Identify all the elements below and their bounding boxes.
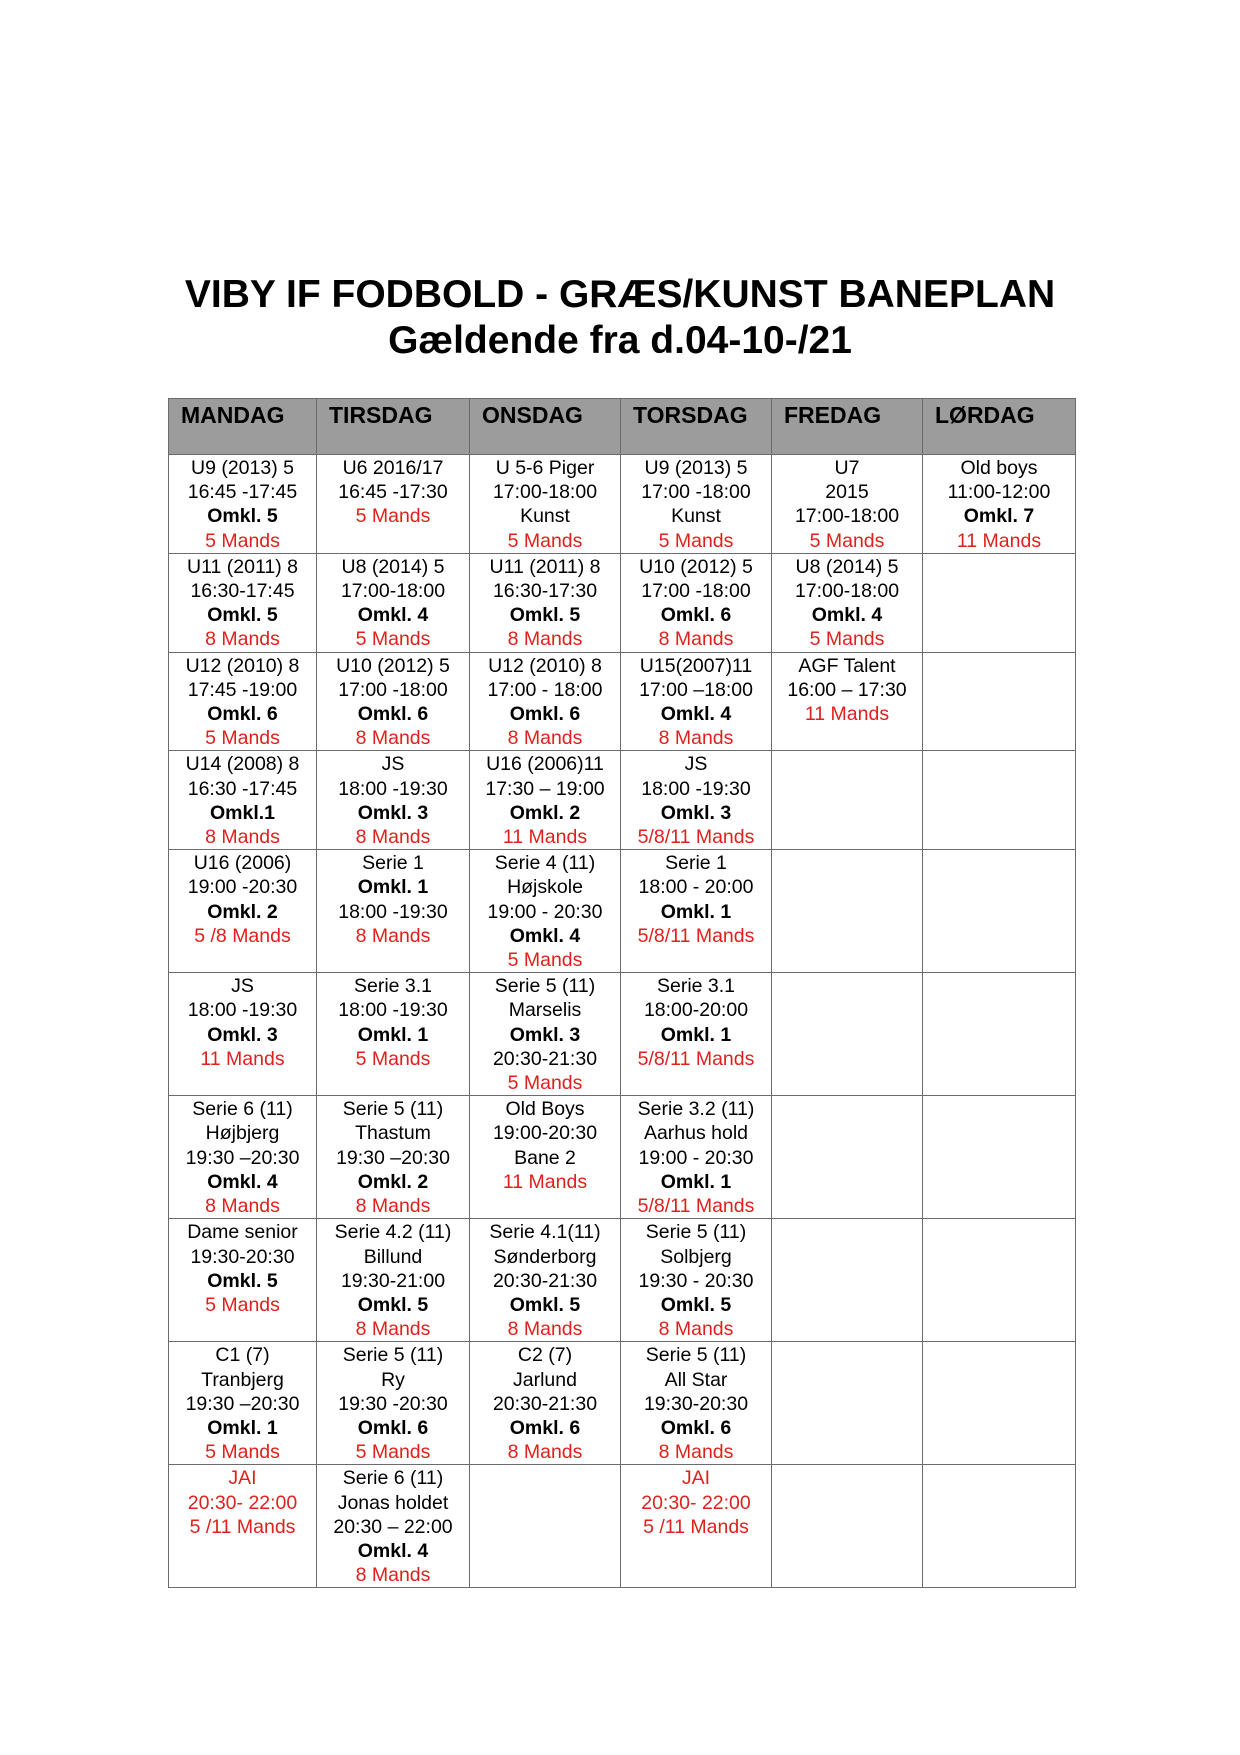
schedule-cell bbox=[470, 1096, 621, 1219]
schedule-cell bbox=[923, 455, 1076, 554]
schedule-cell bbox=[317, 1342, 470, 1465]
cell-line: Serie 4 (11) bbox=[494, 852, 596, 875]
cell-line: 17:00-18:00 bbox=[794, 505, 900, 528]
cell-line: Serie 4.2 (11) bbox=[334, 1221, 452, 1244]
cell-line: 16:30-17:30 bbox=[492, 580, 598, 603]
schedule-cell bbox=[621, 850, 772, 973]
table-row bbox=[169, 850, 1076, 973]
cell-line: Omkl. 6 bbox=[357, 703, 429, 726]
cell-line: U12 (2010) 8 bbox=[488, 654, 602, 677]
schedule-cell bbox=[923, 553, 1076, 652]
cell-line: All Star bbox=[664, 1368, 728, 1391]
schedule-table bbox=[168, 398, 1076, 1588]
schedule-cell bbox=[317, 973, 470, 1096]
schedule-cell bbox=[470, 751, 621, 850]
cell-line: 16:30 -17:45 bbox=[187, 777, 298, 800]
cell-line: Omkl. 4 bbox=[509, 924, 581, 947]
cell-line: 18:00-20:00 bbox=[643, 999, 749, 1022]
schedule-cell bbox=[470, 553, 621, 652]
cell-line: 17:00 -18:00 bbox=[641, 481, 751, 504]
cell-line: Sønderborg bbox=[493, 1245, 597, 1268]
cell-line: Omkl. 4 bbox=[660, 703, 732, 726]
cell-line: 5/8/11 Mands bbox=[637, 1195, 755, 1218]
schedule-cell bbox=[621, 455, 772, 554]
cell-line: Serie 6 (11) bbox=[342, 1467, 444, 1490]
cell-line: 20:30- 22:00 bbox=[187, 1491, 298, 1514]
cell-line: 5 Mands bbox=[355, 628, 431, 651]
schedule-cell bbox=[317, 751, 470, 850]
cell-line: 11 Mands bbox=[956, 529, 1042, 552]
schedule-cell bbox=[317, 850, 470, 973]
schedule-cell bbox=[772, 973, 923, 1096]
cell-line: JS bbox=[231, 975, 254, 998]
cell-line: 8 Mands bbox=[205, 1195, 280, 1218]
schedule-cell bbox=[923, 1465, 1076, 1588]
cell-line: Serie 1 bbox=[362, 852, 424, 875]
cell-line: 8 Mands bbox=[205, 826, 280, 849]
cell-line: 8 Mands bbox=[507, 727, 583, 750]
cell-line: U10 (2012) 5 bbox=[639, 555, 753, 578]
cell-line: U6 2016/17 bbox=[342, 457, 444, 479]
cell-line: 8 Mands bbox=[658, 1441, 734, 1464]
schedule-cell bbox=[470, 1342, 621, 1465]
cell-line: Omkl. 4 bbox=[207, 1170, 278, 1193]
cell-line: U16 (2006) bbox=[193, 852, 292, 875]
schedule-cell bbox=[621, 1342, 772, 1465]
cell-line: 11 Mands bbox=[502, 1170, 588, 1193]
cell-line: U7 bbox=[834, 457, 860, 479]
cell-line: 17:00-18:00 bbox=[794, 580, 900, 603]
cell-line: 19:00 - 20:30 bbox=[638, 1146, 754, 1169]
schedule-cell bbox=[317, 1219, 470, 1342]
cell-line: 17:30 – 19:00 bbox=[485, 777, 605, 800]
cell-line: 5 Mands bbox=[658, 529, 734, 552]
cell-line: Omkl. 6 bbox=[509, 1416, 581, 1439]
cell-line: Omkl. 5 bbox=[509, 1293, 581, 1316]
cell-line: Serie 1 bbox=[665, 852, 727, 875]
cell-line: 8 Mands bbox=[355, 727, 431, 750]
cell-line: 5/8/11 Mands bbox=[637, 924, 755, 947]
cell-line: 20:30- 22:00 bbox=[641, 1491, 751, 1514]
cell-line: 18:00 - 20:00 bbox=[638, 876, 754, 899]
cell-line: Serie 6 (11) bbox=[192, 1098, 293, 1121]
day-header-mandag: MANDAG bbox=[169, 399, 317, 455]
cell-line: 8 Mands bbox=[205, 628, 280, 651]
cell-line: 20:30-21:30 bbox=[492, 1047, 598, 1070]
cell-line: 8 Mands bbox=[355, 924, 431, 947]
schedule-cell bbox=[923, 850, 1076, 973]
schedule-cell bbox=[169, 553, 317, 652]
cell-line: Højskole bbox=[507, 876, 583, 899]
cell-line: Serie 5 (11) bbox=[342, 1344, 444, 1367]
cell-line: 17:00 - 18:00 bbox=[487, 678, 603, 701]
cell-line: 11 Mands bbox=[804, 703, 890, 726]
cell-line: U9 (2013) 5 bbox=[644, 457, 748, 479]
cell-line: 17:00-18:00 bbox=[340, 580, 446, 603]
schedule-cell bbox=[923, 1342, 1076, 1465]
cell-line: JS bbox=[684, 753, 708, 776]
cell-line: U 5-6 Piger bbox=[495, 457, 595, 479]
cell-line: Serie 5 (11) bbox=[645, 1221, 747, 1244]
cell-line: 5 Mands bbox=[205, 1441, 280, 1464]
cell-line: U10 (2012) 5 bbox=[336, 654, 450, 677]
cell-line: U14 (2008) 8 bbox=[185, 753, 300, 776]
day-header-lordag: LØRDAG bbox=[923, 399, 1076, 455]
cell-line: Omkl. 7 bbox=[963, 505, 1035, 528]
cell-line: 19:30 - 20:30 bbox=[638, 1269, 754, 1292]
schedule-cell bbox=[470, 973, 621, 1096]
day-header-onsdag: ONSDAG bbox=[470, 399, 621, 455]
cell-line: Omkl. 4 bbox=[357, 604, 429, 627]
cell-line: Omkl. 5 bbox=[509, 604, 581, 627]
schedule-cell bbox=[923, 973, 1076, 1096]
schedule-cell bbox=[923, 751, 1076, 850]
cell-line: C2 (7) bbox=[517, 1344, 573, 1367]
cell-line: Omkl. 5 bbox=[207, 604, 278, 627]
cell-line: 16:45 -17:30 bbox=[338, 481, 448, 504]
cell-line: 8 Mands bbox=[355, 1195, 431, 1218]
table-row bbox=[169, 1342, 1076, 1465]
cell-line: Højbjerg bbox=[205, 1122, 280, 1145]
cell-line: 11 Mands bbox=[502, 826, 588, 849]
cell-line: 5 Mands bbox=[205, 1293, 280, 1316]
cell-line: 5 Mands bbox=[507, 1072, 583, 1095]
schedule-cell bbox=[169, 850, 317, 973]
schedule-cell bbox=[470, 652, 621, 751]
cell-line: 19:30-20:30 bbox=[643, 1392, 749, 1415]
cell-line: 19:30-21:00 bbox=[340, 1269, 446, 1292]
cell-line: 8 Mands bbox=[658, 727, 734, 750]
schedule-cell bbox=[169, 1096, 317, 1219]
cell-line: 8 Mands bbox=[507, 1318, 583, 1341]
cell-line: 17:00 –18:00 bbox=[639, 678, 753, 701]
cell-line: 5 Mands bbox=[355, 505, 431, 528]
cell-line: Bane 2 bbox=[514, 1146, 576, 1169]
cell-line: Omkl. 2 bbox=[509, 801, 581, 824]
cell-line: 18:00 -19:30 bbox=[338, 777, 448, 800]
cell-line: U8 (2014) 5 bbox=[795, 555, 899, 578]
schedule-cell bbox=[317, 1096, 470, 1219]
cell-line: Billund bbox=[363, 1245, 423, 1268]
page-subtitle: Gældende fra d.04-10-/21 bbox=[388, 319, 852, 362]
cell-line: Thastum bbox=[355, 1122, 431, 1145]
cell-line: 17:00-18:00 bbox=[492, 481, 598, 504]
day-header-tirsdag: TIRSDAG bbox=[317, 399, 470, 455]
schedule-cell bbox=[317, 553, 470, 652]
cell-line: Omkl. 5 bbox=[207, 1269, 278, 1292]
cell-line: 16:00 – 17:30 bbox=[787, 678, 907, 701]
schedule-cell bbox=[470, 455, 621, 554]
schedule-cell bbox=[923, 1096, 1076, 1219]
cell-line: JAI bbox=[228, 1467, 257, 1490]
day-header-fredag: FREDAG bbox=[772, 399, 923, 455]
cell-line: 18:00 -19:30 bbox=[338, 900, 448, 923]
cell-line: Aarhus hold bbox=[643, 1122, 749, 1145]
cell-line: Omkl. 1 bbox=[357, 1023, 429, 1046]
cell-line: Serie 3.2 (11) bbox=[637, 1098, 755, 1121]
schedule-cell bbox=[621, 553, 772, 652]
schedule-cell bbox=[169, 652, 317, 751]
cell-line: Serie 3.1 bbox=[656, 975, 736, 998]
cell-line: Serie 5 (11) bbox=[494, 975, 596, 998]
cell-line: 5 Mands bbox=[355, 1047, 431, 1070]
cell-line: Tranbjerg bbox=[201, 1368, 284, 1391]
cell-line: Omkl. 1 bbox=[660, 1170, 732, 1193]
cell-line: 20:30-21:30 bbox=[492, 1269, 598, 1292]
cell-line: 16:30-17:45 bbox=[190, 580, 295, 603]
day-header-torsdag: TORSDAG bbox=[621, 399, 772, 455]
schedule-cell bbox=[621, 973, 772, 1096]
cell-line: Ry bbox=[381, 1368, 405, 1391]
schedule-cell bbox=[169, 1342, 317, 1465]
cell-line: 8 Mands bbox=[355, 826, 431, 849]
cell-line: 8 Mands bbox=[507, 628, 583, 651]
cell-line: 5/8/11 Mands bbox=[637, 1047, 755, 1070]
schedule-cell bbox=[923, 1219, 1076, 1342]
cell-line: AGF Talent bbox=[798, 654, 896, 677]
schedule-cell bbox=[772, 1096, 923, 1219]
cell-line: 19:00-20:30 bbox=[492, 1122, 598, 1145]
page-title: VIBY IF FODBOLD - GRÆS/KUNST BANEPLAN bbox=[184, 273, 1056, 316]
cell-line: Serie 5 (11) bbox=[645, 1344, 747, 1367]
schedule-cell bbox=[923, 652, 1076, 751]
cell-line: Omkl. 6 bbox=[357, 1416, 429, 1439]
schedule-cell bbox=[772, 1342, 923, 1465]
cell-line: U12 (2010) 8 bbox=[185, 654, 300, 677]
cell-line: 20:30-21:30 bbox=[492, 1392, 598, 1415]
cell-line: 5 Mands bbox=[507, 949, 583, 972]
cell-line: Old Boys bbox=[505, 1098, 585, 1121]
schedule-cell bbox=[317, 652, 470, 751]
schedule-cell bbox=[470, 850, 621, 973]
cell-line: Serie 4.1(11) bbox=[489, 1221, 601, 1244]
cell-line: Old boys bbox=[960, 457, 1038, 479]
cell-line: 5 Mands bbox=[205, 727, 280, 750]
cell-line: Kunst bbox=[520, 505, 570, 528]
table-row bbox=[169, 553, 1076, 652]
cell-line: Jarlund bbox=[513, 1368, 577, 1391]
cell-line: 19:30 –20:30 bbox=[185, 1392, 300, 1415]
cell-line: Omkl. 5 bbox=[357, 1293, 429, 1316]
schedule-cell bbox=[169, 1219, 317, 1342]
cell-line: 11 Mands bbox=[200, 1047, 285, 1070]
cell-line: C1 (7) bbox=[215, 1344, 270, 1367]
header-row bbox=[169, 399, 1076, 455]
table-row bbox=[169, 1096, 1076, 1219]
cell-line: 5 /8 Mands bbox=[194, 924, 291, 947]
cell-line: 19:30 -20:30 bbox=[338, 1392, 448, 1415]
schedule-cell bbox=[621, 1096, 772, 1219]
schedule-cell bbox=[772, 850, 923, 973]
cell-line: U11 (2011) 8 bbox=[489, 555, 601, 578]
cell-line: Omkl. 6 bbox=[660, 1416, 732, 1439]
cell-line: 5 Mands bbox=[809, 628, 885, 651]
table-row bbox=[169, 1219, 1076, 1342]
cell-line: 17:00 -18:00 bbox=[338, 678, 448, 701]
schedule-cell bbox=[470, 1219, 621, 1342]
cell-line: Omkl. 1 bbox=[660, 1023, 732, 1046]
cell-line: Omkl. 3 bbox=[207, 1023, 278, 1046]
cell-line: 5 Mands bbox=[355, 1441, 431, 1464]
cell-line: Omkl. 2 bbox=[207, 900, 278, 923]
cell-line: 18:00 -19:30 bbox=[641, 777, 751, 800]
cell-line: 5 Mands bbox=[809, 529, 885, 552]
cell-line: 20:30 – 22:00 bbox=[333, 1515, 453, 1538]
table-row bbox=[169, 1465, 1076, 1588]
cell-line: Omkl. 4 bbox=[811, 604, 883, 627]
schedule-cell bbox=[169, 973, 317, 1096]
cell-line: Serie 3.1 bbox=[353, 975, 433, 998]
cell-line: Omkl. 6 bbox=[509, 703, 581, 726]
schedule-cell bbox=[317, 1465, 470, 1588]
schedule-cell bbox=[621, 1219, 772, 1342]
cell-line: Omkl. 3 bbox=[509, 1023, 581, 1046]
cell-line: JAI bbox=[681, 1467, 711, 1490]
table-row bbox=[169, 973, 1076, 1096]
cell-line: 11:00-12:00 bbox=[947, 481, 1051, 504]
cell-line: 8 Mands bbox=[658, 628, 734, 651]
schedule-cell bbox=[621, 1465, 772, 1588]
cell-line: 16:45 -17:45 bbox=[187, 481, 298, 504]
cell-line: 19:30 –20:30 bbox=[336, 1146, 450, 1169]
cell-line: U9 (2013) 5 bbox=[191, 457, 294, 479]
cell-line: Omkl. 5 bbox=[207, 505, 278, 528]
cell-line: 5 /11 Mands bbox=[643, 1515, 749, 1538]
cell-line: Omkl.1 bbox=[209, 801, 276, 824]
table-row bbox=[169, 751, 1076, 850]
schedule-cell bbox=[621, 652, 772, 751]
cell-line: 19:00 -20:30 bbox=[187, 876, 298, 899]
cell-line: Omkl. 5 bbox=[660, 1293, 732, 1316]
cell-line: 18:00 -19:30 bbox=[187, 999, 298, 1022]
schedule-cell bbox=[169, 1465, 317, 1588]
cell-line: Omkl. 3 bbox=[660, 801, 732, 824]
cell-line: Serie 5 (11) bbox=[342, 1098, 444, 1121]
cell-line: 19:00 - 20:30 bbox=[487, 900, 603, 923]
cell-line: Omkl. 1 bbox=[207, 1416, 278, 1439]
cell-line: Omkl. 6 bbox=[207, 703, 278, 726]
cell-line: Omkl. 1 bbox=[357, 876, 429, 899]
cell-line: 8 Mands bbox=[355, 1564, 431, 1587]
cell-line: 8 Mands bbox=[355, 1318, 431, 1341]
cell-line: U11 (2011) 8 bbox=[187, 555, 298, 578]
cell-line: 5 Mands bbox=[507, 529, 583, 552]
cell-line: 5 /11 Mands bbox=[189, 1515, 296, 1538]
cell-line: Dame senior bbox=[187, 1221, 298, 1244]
cell-line: JS bbox=[381, 753, 405, 776]
schedule-cell bbox=[772, 553, 923, 652]
cell-line: U15(2007)11 bbox=[639, 654, 753, 677]
table-row bbox=[169, 652, 1076, 751]
schedule-cell bbox=[470, 1465, 621, 1588]
cell-line: Marselis bbox=[508, 999, 582, 1022]
cell-line: Omkl. 1 bbox=[660, 900, 732, 923]
cell-line: 5 Mands bbox=[205, 529, 280, 552]
cell-line: 2015 bbox=[825, 481, 869, 504]
schedule-cell bbox=[772, 751, 923, 850]
schedule-cell bbox=[772, 455, 923, 554]
cell-line: U16 (2006)11 bbox=[486, 753, 604, 776]
schedule-cell bbox=[772, 1219, 923, 1342]
cell-line: 8 Mands bbox=[507, 1441, 583, 1464]
cell-line: 18:00 -19:30 bbox=[338, 999, 448, 1022]
schedule-cell bbox=[772, 652, 923, 751]
schedule-cell bbox=[621, 751, 772, 850]
cell-line: 5/8/11 Mands bbox=[637, 826, 755, 849]
cell-line: Omkl. 6 bbox=[660, 604, 732, 627]
cell-line: Omkl. 2 bbox=[357, 1170, 429, 1193]
schedule-cell bbox=[169, 455, 317, 554]
cell-line: Kunst bbox=[671, 505, 721, 528]
cell-line: 8 Mands bbox=[658, 1318, 734, 1341]
cell-line: Omkl. 4 bbox=[357, 1539, 429, 1562]
cell-line: 17:45 -19:00 bbox=[187, 678, 298, 701]
cell-line: 19:30-20:30 bbox=[190, 1245, 295, 1268]
schedule-cell bbox=[772, 1465, 923, 1588]
cell-line: Jonas holdet bbox=[337, 1491, 449, 1514]
cell-line: U8 (2014) 5 bbox=[341, 555, 445, 578]
table-row bbox=[169, 455, 1076, 554]
cell-line: Omkl. 3 bbox=[357, 801, 429, 824]
schedule-cell bbox=[169, 751, 317, 850]
schedule-cell bbox=[317, 455, 470, 554]
cell-line: 17:00 -18:00 bbox=[641, 580, 751, 603]
cell-line: Solbjerg bbox=[660, 1245, 732, 1268]
cell-line: 19:30 –20:30 bbox=[185, 1146, 300, 1169]
